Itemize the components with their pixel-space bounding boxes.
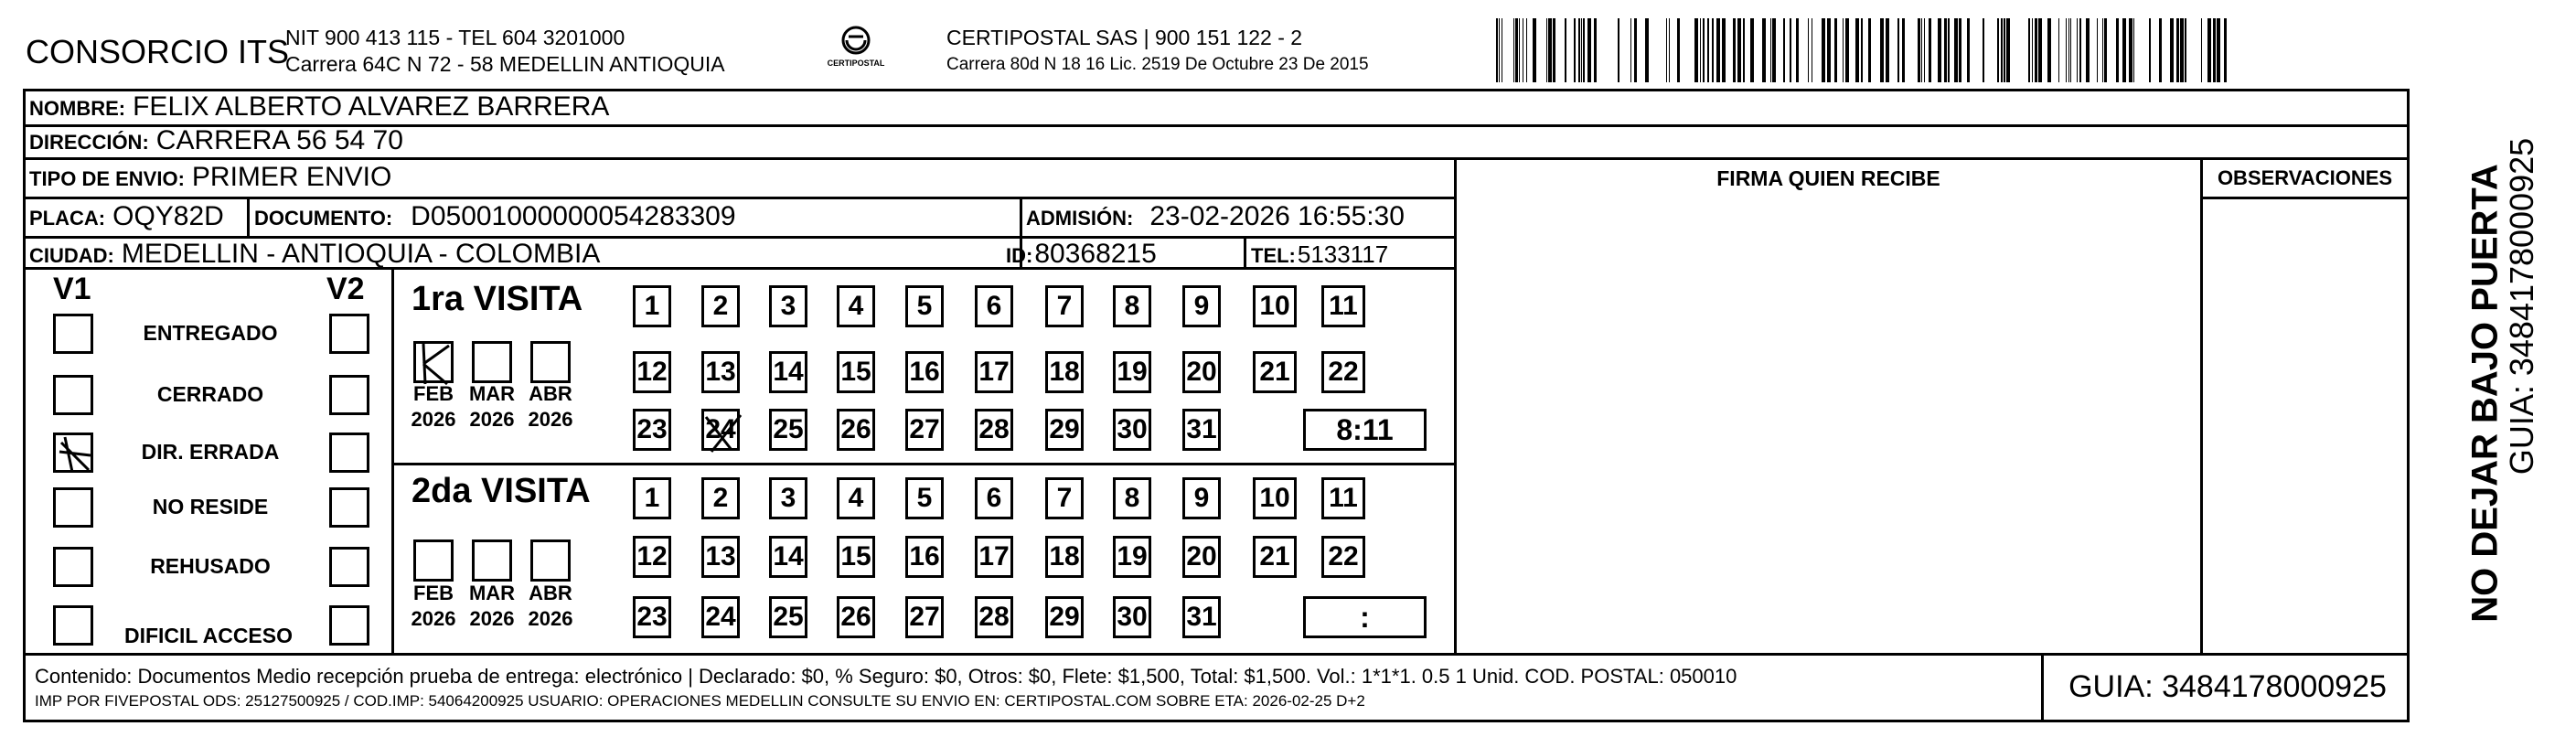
placa-row [29,201,224,232]
first-visit-month-label [406,381,461,433]
side-guia: GUIA: 3484178000925 [2503,137,2540,475]
v1-checkbox[interactable] [53,314,93,354]
contenido-line: Contenido: Documentos Medio recepción prueba de entrega: electrónico | Declarado: $0, % Seguro: $0, Otros: $0, Flete: $1,500, Total: $1,500. Vol.: 1*1*1. 0.5 1 Unid. COD. POSTAL: 050010 [35,665,1737,688]
tipo-value: PRIMER ENVIO [191,162,392,192]
first-visit-day-28[interactable] [975,409,1013,451]
second-visit-day-24[interactable] [701,596,740,638]
day-number: 16 [909,357,940,387]
day-number: 4 [848,483,864,513]
v1-checkbox[interactable] [53,433,93,473]
time-value: 8:11 [1336,412,1394,446]
day-number: 11 [1329,483,1358,513]
first-visit-day-11[interactable] [1321,285,1365,327]
tipo-row [29,162,391,193]
company-nit: NIT 900 413 115 - TEL 604 3201000 [285,26,625,49]
second-visit-day-5[interactable] [905,477,944,519]
first-visit-day-2[interactable] [701,285,740,327]
barcode [1496,18,2228,82]
month-year: 2026 [411,408,456,431]
first-visit-day-25[interactable] [769,409,807,451]
first-visit-day-16[interactable] [905,351,944,393]
day-number: 10 [1259,483,1290,513]
day-number: 7 [1056,483,1073,513]
documento-value: D05001000000054283309 [411,201,736,231]
first-visit-day-7[interactable] [1045,285,1084,327]
day-number: 12 [636,541,668,571]
day-number: 15 [840,541,871,571]
second-visit-day-11[interactable] [1321,477,1365,519]
admision-row [1026,201,1405,232]
courier-name: CERTIPOSTAL SAS | 900 151 122 - 2 [946,26,1303,49]
first-visit-day-22[interactable] [1321,351,1365,393]
month-name: ABR [529,582,572,604]
v1-checkbox[interactable] [53,487,93,528]
second-visit-month-label [406,581,461,632]
day-number: 1 [644,291,660,321]
first-visit-day-24[interactable] [701,409,740,451]
observaciones-header: OBSERVACIONES [2217,166,2393,189]
direccion-label: DIRECCIÓN: [29,131,149,154]
second-visit-day-8[interactable] [1113,477,1151,519]
month-year: 2026 [411,607,456,630]
second-visit-day-20[interactable] [1182,536,1221,578]
day-number: 21 [1259,541,1290,571]
day-number: 29 [1049,414,1080,444]
month-name: FEB [413,582,454,604]
tel-row [1251,240,1388,269]
second-visit-day-17[interactable] [975,536,1013,578]
v1-checkbox[interactable] [53,605,93,646]
first-visit-day-29[interactable] [1045,409,1084,451]
firma-area[interactable] [1457,199,2200,653]
second-visit-day-26[interactable] [837,596,875,638]
id-value: 80368215 [1034,239,1157,269]
month-year: 2026 [469,607,515,630]
v1-header: V1 [53,272,91,306]
first-visit-day-8[interactable] [1113,285,1151,327]
day-number: 15 [840,357,871,387]
second-visit-day-12[interactable] [633,536,671,578]
second-visit-day-7[interactable] [1045,477,1084,519]
first-visit-day-9[interactable] [1182,285,1221,327]
month-year: 2026 [528,607,573,630]
certipostal-logo [823,24,889,79]
tel-label: TEL: [1251,244,1296,267]
first-visit-day-31[interactable] [1182,409,1221,451]
check-mark-icon [704,411,743,454]
day-number: 2 [712,291,729,321]
month-year: 2026 [469,408,515,431]
first-visit-day-17[interactable] [975,351,1013,393]
direccion-value: CARRERA 56 54 70 [155,125,403,155]
v2-header: V2 [326,272,365,306]
day-number: 20 [1186,541,1217,571]
footer-guia: GUIA: 3484178000925 [2068,669,2387,704]
day-number: 7 [1056,291,1073,321]
first-visit-day-10[interactable] [1253,285,1297,327]
second-visit-day-14[interactable] [769,536,807,578]
nombre-value: FELIX ALBERTO ALVAREZ BARRERA [133,91,610,122]
first-visit-day-18[interactable] [1045,351,1084,393]
day-number: 13 [705,357,736,387]
tipo-label: TIPO DE ENVIO: [29,167,185,190]
day-number: 9 [1193,291,1210,321]
second-visit-month-label [523,581,578,632]
second-visit-month-checkbox[interactable] [530,539,571,582]
day-number: 3 [780,291,796,321]
check-mark-icon [56,435,96,475]
id-label: ID: [1006,244,1033,267]
v2-checkbox[interactable] [329,375,369,415]
day-number: 22 [1328,541,1359,571]
first-visit-day-20[interactable] [1182,351,1221,393]
time-value: : [1360,600,1370,634]
first-visit-month-checkbox[interactable] [472,341,512,383]
day-number: 16 [909,541,940,571]
second-visit-day-1[interactable] [633,477,671,519]
month-name: ABR [529,382,572,405]
first-visit-day-4[interactable] [837,285,875,327]
v2-checkbox[interactable] [329,547,369,587]
tel-value: 5133117 [1297,240,1389,268]
second-visit-month-checkbox[interactable] [472,539,512,582]
day-number: 9 [1193,483,1210,513]
v1-checkbox[interactable] [53,547,93,587]
day-number: 22 [1328,357,1359,387]
side-warning: NO DEJAR BAJO PUERTA [2464,164,2506,623]
second-visit-day-9[interactable] [1182,477,1221,519]
second-visit-day-6[interactable] [975,477,1013,519]
day-number: 27 [909,414,940,444]
day-number: 28 [978,414,1010,444]
v2-checkbox[interactable] [329,314,369,354]
day-number: 26 [840,602,871,632]
day-number: 20 [1186,357,1217,387]
day-number: 10 [1259,291,1290,321]
status-label: DIR. ERRADA [141,440,280,464]
day-number: 18 [1049,541,1080,571]
first-visit-day-23[interactable] [633,409,671,451]
day-number: 19 [1117,357,1148,387]
admision-label: ADMISIÓN: [1026,207,1134,230]
placa-label: PLACA: [29,207,106,230]
day-number: 5 [916,483,933,513]
month-name: MAR [468,582,516,604]
admision-value: 23-02-2026 16:55:30 [1149,201,1405,231]
second-visit-day-22[interactable] [1321,536,1365,578]
day-number: 8 [1124,483,1140,513]
second-visit-day-29[interactable] [1045,596,1084,638]
month-year: 2026 [528,408,573,431]
second-visit-title: 2da VISITA [412,472,591,510]
first-visit-month-checkbox[interactable] [413,341,454,383]
first-visit-day-15[interactable] [837,351,875,393]
company-address: Carrera 64C N 72 - 58 MEDELLIN ANTIOQUIA [285,52,725,76]
first-visit-day-21[interactable] [1253,351,1297,393]
day-number: 6 [986,483,1002,513]
second-visit-day-31[interactable] [1182,596,1221,638]
first-visit-title: 1ra VISITA [412,280,583,318]
day-number: 18 [1049,357,1080,387]
second-visit-month-label [465,581,519,632]
v2-checkbox[interactable] [329,605,369,646]
second-visit-day-28[interactable] [975,596,1013,638]
documento-row [254,201,736,232]
first-visit-day-1[interactable] [633,285,671,327]
status-label: REHUSADO [150,554,271,578]
day-number: 25 [773,414,804,444]
company-name: CONSORCIO ITS [26,33,290,70]
first-visit-day-26[interactable] [837,409,875,451]
first-visit-time-field[interactable] [1303,409,1427,451]
observaciones-area[interactable] [2203,199,2407,653]
second-visit-day-21[interactable] [1253,536,1297,578]
nombre-row [29,91,609,123]
check-mark-icon [416,344,456,386]
documento-label: DOCUMENTO: [254,207,393,230]
logo-text: CERTIPOSTAL [827,59,885,68]
status-label: ENTREGADO [143,321,278,345]
firma-header: FIRMA QUIEN RECIBE [1716,166,1940,190]
first-visit-day-27[interactable] [905,409,944,451]
v1-checkbox[interactable] [53,375,93,415]
day-number: 6 [986,291,1002,321]
first-visit-day-30[interactable] [1113,409,1151,451]
day-number: 12 [636,357,668,387]
first-visit-day-19[interactable] [1113,351,1151,393]
day-number: 3 [780,483,796,513]
ciudad-label: CIUDAD: [29,244,114,267]
second-visit-day-4[interactable] [837,477,875,519]
second-visit-day-13[interactable] [701,536,740,578]
day-number: 17 [978,541,1010,571]
month-name: FEB [413,382,454,405]
day-number: 30 [1117,602,1148,632]
day-number: 14 [773,541,804,571]
day-number: 21 [1259,357,1290,387]
nombre-label: NOMBRE: [29,97,126,120]
v2-checkbox[interactable] [329,433,369,473]
day-number: 4 [848,291,864,321]
second-visit-day-18[interactable] [1045,536,1084,578]
day-number: 1 [644,483,660,513]
day-number: 24 [705,602,736,632]
first-visit-day-14[interactable] [769,351,807,393]
second-visit-day-27[interactable] [905,596,944,638]
first-visit-month-checkbox[interactable] [530,341,571,383]
v2-checkbox[interactable] [329,487,369,528]
first-visit-day-12[interactable] [633,351,671,393]
id-row [1006,239,1157,270]
second-visit-day-23[interactable] [633,596,671,638]
day-number: 14 [773,357,804,387]
second-visit-month-checkbox[interactable] [413,539,454,582]
first-visit-day-13[interactable] [701,351,740,393]
day-number: 19 [1117,541,1148,571]
day-number: 31 [1186,602,1217,632]
first-visit-month-label [523,381,578,433]
day-number: 11 [1329,291,1358,321]
month-name: MAR [468,382,516,405]
second-visit-time-field[interactable] [1303,596,1427,638]
status-label: CERRADO [156,382,264,406]
day-number: 31 [1186,414,1217,444]
second-visit-day-16[interactable] [905,536,944,578]
second-visit-day-3[interactable] [769,477,807,519]
day-number: 13 [705,541,736,571]
status-label: NO RESIDE [152,495,269,518]
ciudad-value: MEDELLIN - ANTIOQUIA - COLOMBIA [121,239,601,269]
first-visit-day-6[interactable] [975,285,1013,327]
day-number: 30 [1117,414,1148,444]
second-visit-day-25[interactable] [769,596,807,638]
day-number: 2 [712,483,729,513]
second-visit-day-15[interactable] [837,536,875,578]
day-number: 28 [978,602,1010,632]
day-number: 17 [978,357,1010,387]
second-visit-day-2[interactable] [701,477,740,519]
second-visit-day-19[interactable] [1113,536,1151,578]
direccion-row [29,125,403,156]
ciudad-row [29,239,600,270]
day-number: 29 [1049,602,1080,632]
day-number: 27 [909,602,940,632]
imp-line: IMP POR FIVEPOSTAL ODS: 25127500925 / COD.IMP: 54064200925 USUARIO: OPERACIONES MEDELLIN CONSULTE SU ENVIO EN: CERTIPOSTAL.COM SOBRE ETA: 2026-02-25 D+2 [35,692,1365,710]
day-number: 24 [705,414,736,444]
status-label: DIFICIL ACCESO [123,624,293,647]
day-number: 23 [636,414,668,444]
day-number: 5 [916,291,933,321]
courier-address: Carrera 80d N 18 16 Lic. 2519 De Octubre 23 De 2015 [946,55,1369,74]
first-visit-day-3[interactable] [769,285,807,327]
first-visit-day-5[interactable] [905,285,944,327]
day-number: 8 [1124,291,1140,321]
second-visit-day-10[interactable] [1253,477,1297,519]
second-visit-day-30[interactable] [1113,596,1151,638]
placa-value: OQY82D [112,201,224,231]
first-visit-month-label [465,381,519,433]
day-number: 26 [840,414,871,444]
day-number: 25 [773,602,804,632]
day-number: 23 [636,602,668,632]
